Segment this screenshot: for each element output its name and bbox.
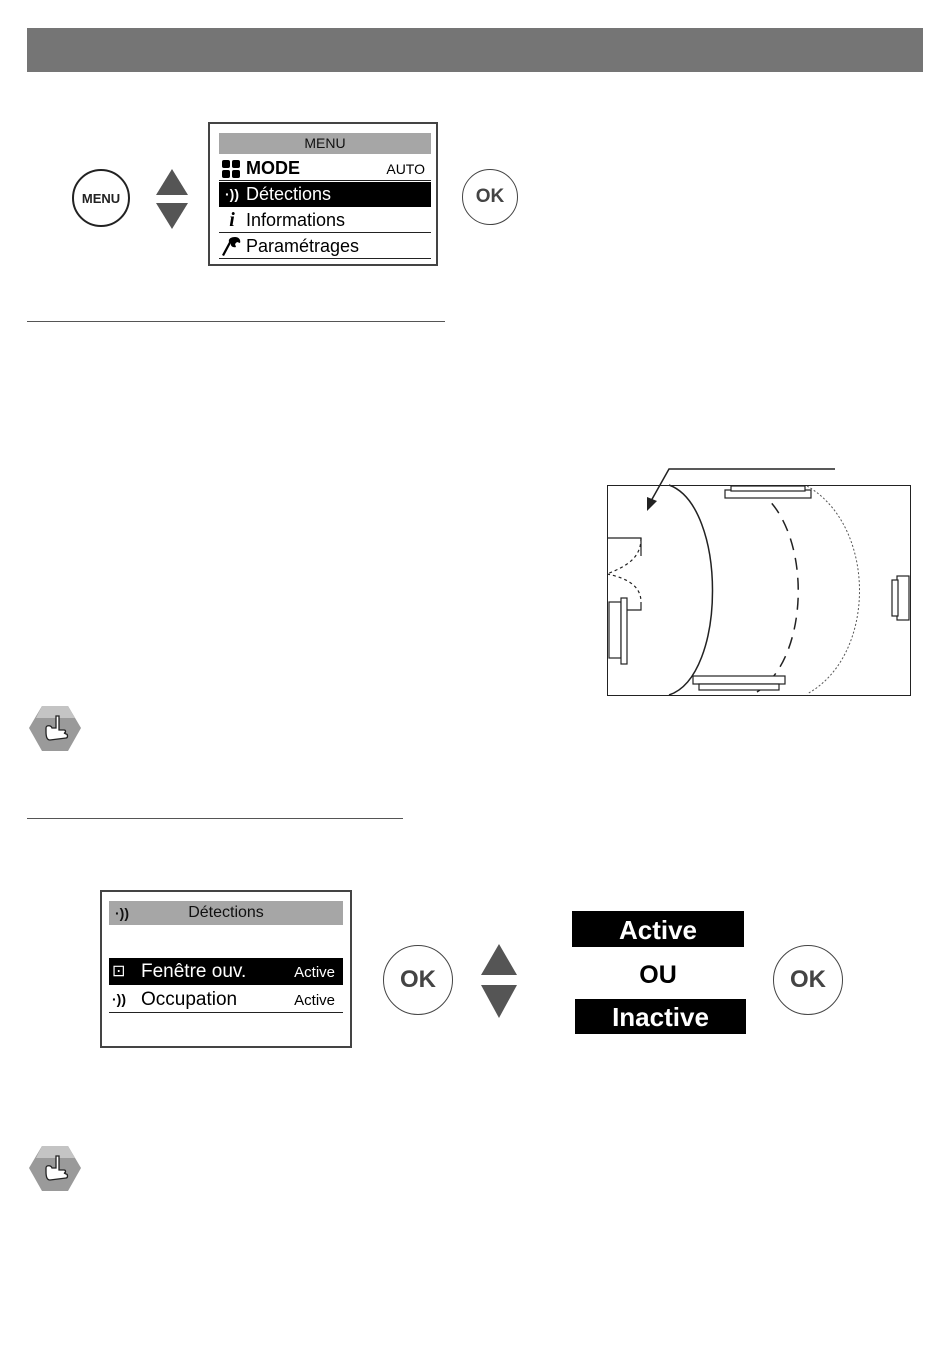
detections-screen-title bbox=[109, 901, 343, 925]
or-label: OU bbox=[639, 961, 677, 989]
detection-row-label: Occupation bbox=[141, 989, 238, 1010]
detection-row-value: Active bbox=[294, 964, 335, 981]
menu-item-label: Informations bbox=[246, 210, 346, 230]
wrench-icon bbox=[220, 236, 244, 258]
detections-title-label: Détections bbox=[188, 904, 264, 921]
menu-item-parametrages[interactable] bbox=[219, 234, 431, 259]
menu-button[interactable]: MENU bbox=[72, 169, 130, 227]
menu-item-label: Détections bbox=[246, 184, 332, 204]
down-arrow-icon bbox=[156, 203, 188, 229]
header-bar bbox=[27, 28, 923, 72]
menu-item-label: MODE bbox=[246, 158, 300, 178]
menu-item-value: AUTO bbox=[386, 161, 425, 177]
ok-button-top[interactable]: OK bbox=[462, 169, 518, 225]
note-hand-icon bbox=[28, 1144, 82, 1194]
info-icon: i bbox=[229, 209, 235, 231]
ok-button-mid[interactable]: OK bbox=[383, 945, 453, 1015]
note-hand-icon bbox=[28, 704, 82, 754]
menu-item-label: Paramétrages bbox=[246, 236, 360, 256]
room-diagram bbox=[607, 466, 913, 698]
detection-row-window[interactable] bbox=[109, 958, 343, 985]
down-arrow-icon bbox=[481, 985, 517, 1018]
ok-button-bottom[interactable]: OK bbox=[773, 945, 843, 1015]
section-rule bbox=[27, 818, 403, 819]
menu-screen-title: MENU bbox=[219, 133, 431, 154]
detection-signal-icon: ·)) bbox=[225, 186, 239, 202]
up-arrow-icon bbox=[156, 169, 188, 195]
detection-signal-icon: ·)) bbox=[115, 905, 129, 921]
menu-item-informations[interactable] bbox=[219, 208, 431, 233]
mode-icon bbox=[220, 159, 244, 179]
menu-screen bbox=[208, 122, 438, 266]
up-down-arrows-icon[interactable] bbox=[154, 167, 190, 231]
up-down-arrows-icon[interactable] bbox=[479, 942, 519, 1020]
detection-row-value: Active bbox=[294, 992, 335, 1009]
section-rule bbox=[27, 321, 445, 322]
detection-row-occupation[interactable] bbox=[109, 986, 343, 1013]
inactive-option[interactable]: Inactive bbox=[575, 999, 746, 1034]
menu-item-mode[interactable] bbox=[219, 156, 431, 181]
menu-item-detections[interactable] bbox=[219, 182, 431, 207]
up-arrow-icon bbox=[481, 944, 517, 975]
occupation-icon: ·)) bbox=[112, 991, 126, 1007]
detection-row-label: Fenêtre ouv. bbox=[141, 961, 247, 982]
detections-screen bbox=[100, 890, 352, 1048]
active-option[interactable]: Active bbox=[572, 911, 744, 947]
window-icon: ⊡ bbox=[112, 963, 126, 980]
